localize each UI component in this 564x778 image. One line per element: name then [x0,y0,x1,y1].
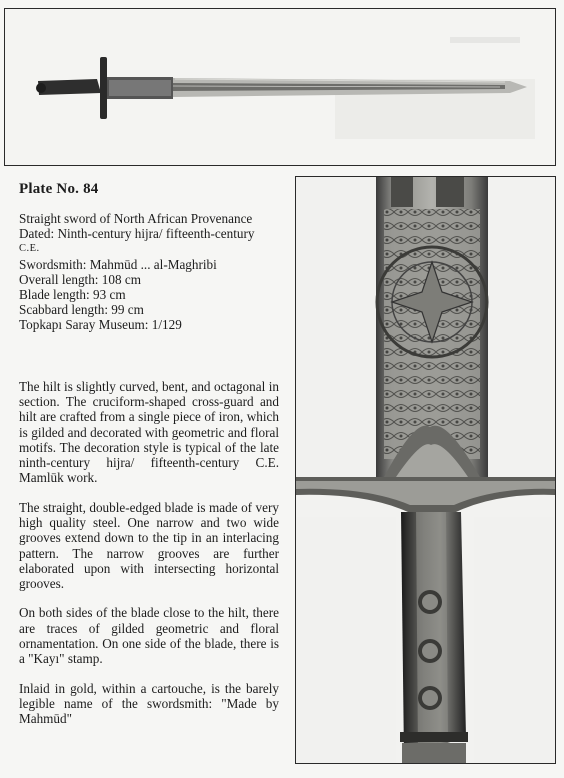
paragraph: The straight, double-edged blade is made of very high quality steel. One narrow and two wide grooves extend down to the tip in an interlacing pattern. The narrow grooves are further elaborated upon with intersecting horizontal grooves. [19,499,279,592]
paragraph: The hilt is slightly curved, bent, and octagonal in section. The cruciform-shaped cross-guard and hilt are crafted from a single piece of iron, which is gilded and decorated with geometric and floral motifs. The decoration style is typical of the late ninth-century hijra/ fifteenth-century C.E. Mamlūk work. [19,378,279,486]
description [19,379,279,727]
meta-line: Topkapı Saray Museum: 1/129 [19,317,182,333]
meta-line: C.E. [19,243,40,255]
plate-title: Plate No. 84 [19,181,99,197]
hilt-detail-photo [295,176,556,764]
text-column [19,181,279,741]
hilt-detail-illustration [296,177,555,763]
meta-line: Straight sword of North African Provenance [19,211,253,226]
meta-line: Blade length: 93 cm [19,287,126,303]
meta-line: Swordsmith: Mahmūd ... al-Maghribi [19,256,217,272]
paragraph: On both sides of the blade close to the hilt, there are traces of gilded geometric and floral ornamentation. On one side of the blade, there is a "Kayı" stamp. [19,605,279,667]
meta-line: Dated: Ninth-century hijra/ fifteenth-century [19,226,255,242]
paragraph: Inlaid in gold, within a cartouche, is the barely legible name of the swordsmith: "Made by Mahmūd" [19,680,279,727]
sword-full-photo [4,8,556,166]
meta-line: Scabbard length: 99 cm [19,302,144,318]
meta-line: Overall length: 108 cm [19,271,141,287]
sword-full-illustration [5,9,555,165]
catalogue-details [19,211,279,333]
